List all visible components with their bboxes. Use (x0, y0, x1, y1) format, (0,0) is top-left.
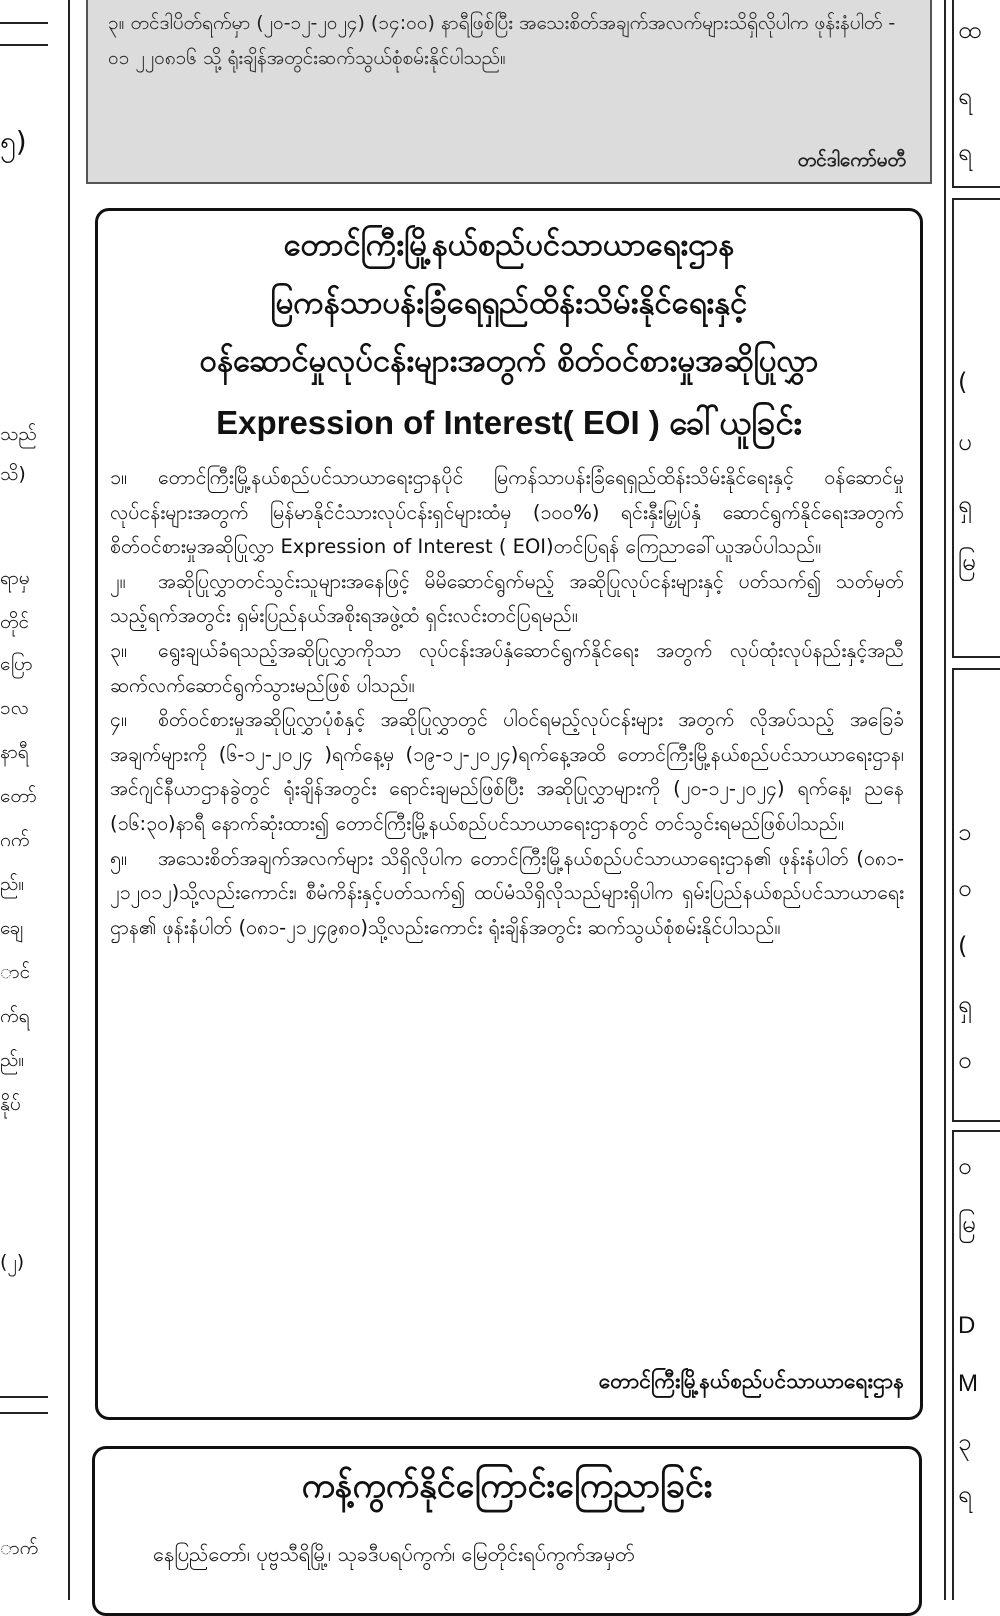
left-fragment: ချေ (0, 917, 24, 939)
paragraph-number: ၂။ (110, 569, 126, 593)
left-fragment: က်ရ (0, 1005, 30, 1027)
right-box-4 (952, 1130, 1000, 1600)
left-fragment: သည် (0, 423, 37, 445)
right-fragment: ထ (958, 16, 982, 44)
right-fragment: D (958, 1312, 976, 1339)
tender-committee-signature: တင်ဒါကော်မတီ (797, 149, 906, 171)
right-fragment: ရှ (958, 990, 972, 1018)
left-fragment: ပြော (0, 653, 33, 675)
right-fragment: ရ (958, 138, 972, 166)
right-fragment: M (958, 1370, 978, 1397)
tender-paragraph: ၃။ တင်ဒါပိတ်ရက်မှာ (၂၀-၁၂-၂၀၂၄) (၁၄:၀၀) နာရီဖြစ်ပြီး အသေးစိတ်အချက်အလက်များသိရှိလိုပါက ဖုန်းနံပါတ် - ၀၁ ၂၂၀၈၁၆ သို့ ရုံးချိန်အတွင်းဆက်သွယ်စုံစမ်းနိုင်ပါသည်။ (108, 12, 896, 69)
right-fragment: ဝ (958, 874, 972, 902)
right-fragment: ရ (958, 1480, 972, 1508)
right-fragment: ရ (958, 82, 972, 110)
right-fragment: ဝ (958, 1046, 972, 1074)
paragraph-number: ၃။ (110, 638, 127, 662)
column-rule-right (944, 0, 946, 1600)
notice-paragraph (110, 565, 904, 634)
right-fragment: ရှ (958, 490, 972, 518)
left-fragment: တော် (0, 785, 37, 807)
left-box-bottom (0, 1412, 48, 1600)
notice-paragraph (110, 842, 904, 946)
right-fragment: ပ (958, 428, 972, 456)
left-fragment: ၁လ (0, 697, 29, 719)
objection-notice (92, 1446, 922, 1616)
notice-paragraph (110, 634, 904, 703)
paragraph-text: တောင်ကြီးမြို့နယ်စည်ပင်သာယာရေးဌာနပိုင် မြကန်သာပန်းခြံရေရှည်ထိန်းသိမ်းနိုင်ရေးနှင့် ဝန်ဆောင်မှုလုပ်ငန်းများအတွက် မြန်မာနိုင်ငံသားလုပ်ငန်းရှင်များထံမှ (၁၀၀%) ရင်းနှီးမြှုပ်နှံ ဆောင်ရွက်နိုင်ရေးအတွက် စိတ်ဝင်စားမှုအဆိုပြုလွှာ Expression of Interest ( EOI)တင်ပြရန် ကြေညာခေါ်ယူအပ်ပါသည်။ (110, 466, 904, 559)
left-fragment: ဂက် (0, 829, 30, 851)
notice-title-line: ဝန်ဆောင်မှုလုပ်ငန်းများအတွက် စိတ်ဝင်စားမှုအဆိုပြုလွှာ (199, 343, 819, 379)
paragraph-number: ၅။ (110, 846, 127, 870)
right-fragment: ( (958, 368, 968, 396)
left-column-fragments (0, 0, 48, 1600)
right-fragment: ၁ (958, 818, 972, 846)
eoi-notice (95, 208, 923, 1420)
paragraph-number: ၁။ (110, 466, 127, 489)
notice-title-line: မြကန်သာပန်းခြံရေရှည်ထိန်းသိမ်းနိုင်ရေးနှင့် (270, 285, 748, 321)
paragraph-text: စိတ်ဝင်စားမှုအဆိုပြုလွှာပုံစံနှင့် အဆိုပြုလွှာတွင် ပါဝင်ရမည့်လုပ်ငန်းများ အတွက် လိုအပ်သည့် အခြေခံအချက်များကို (၆-၁၂-၂၀၂၄ )ရက်နေ့မှ (၁၉-၁၂-၂၀၂၄)ရက်နေ့အထိ တောင်ကြီးမြို့နယ်စည်ပင်သာယာရေးဌာန၊ အင်ဂျင်နီယာဌာနခွဲတွင် ရုံးချိန်အတွင်း ရောင်းချမည်ဖြစ်ပြီး အဆိုပြုလွှာများကို (၂၀-၁၂-၂၀၂၄) ရက်နေ့၊ ညနေ (၁၆:၃၀)နာရီ နောက်ဆုံးထား၍ တောင်ကြီးမြို့နယ်စည်ပင်သာယာရေးဌာနတွင် တင်သွင်းရမည်ဖြစ်ပါသည်။ (110, 708, 904, 835)
left-fragment: သိ) (0, 463, 26, 485)
right-column-fragments (950, 0, 1000, 1600)
left-box-top (0, 0, 48, 24)
objection-title: ကန့်ကွက်နိုင်ကြောင်းကြေညာခြင်း (301, 1466, 713, 1506)
objection-text: နေပြည်တော်၊ ပုဗ္ဗသီရိမြို့၊ သုခဒီပရပ်ကွက်၊ မြေတိုင်းရပ်ကွက်အမှတ် (153, 1542, 635, 1566)
right-fragment: ၃ (958, 1428, 972, 1456)
paragraph-text: ရွေးချယ်ခံရသည့်အဆိုပြုလွှာကိုသာ လုပ်ငန်းအပ်နှံဆောင်ရွက်နိုင်ရေး အတွက် လုပ်ထုံးလုပ်နည်းနှင့်အညီ ဆက်လက်ဆောင်ရွက်သွားမည်ဖြစ် ပါသည်။ (110, 638, 904, 697)
right-fragment: မြ (958, 1210, 976, 1238)
notice-title-line: တောင်ကြီးမြို့နယ်စည်ပင်သာယာရေးဌာန (283, 227, 735, 263)
left-fragment: တိုင် (0, 611, 30, 633)
department-signature: တောင်ကြီးမြို့နယ်စည်ပင်သာယာရေးဌာန (598, 1369, 904, 1393)
tender-notice-continuation (86, 0, 932, 184)
left-fragment: နာရီ (0, 741, 29, 763)
column-rule-left (68, 0, 70, 1600)
right-fragment: မြ (958, 548, 976, 576)
left-fragment: နိုပ် (0, 1093, 21, 1115)
notice-paragraph (110, 461, 904, 565)
right-fragment: ဝ (958, 1152, 972, 1180)
left-fragment: ာင် (0, 961, 31, 983)
left-fragment: ာက် (0, 1537, 39, 1559)
left-fragment: ည်။ (0, 1049, 25, 1071)
left-fragment: ရာမှ (0, 567, 30, 589)
left-fragment: (၂) (0, 1251, 25, 1273)
notice-body (110, 461, 904, 945)
notice-title-eoi: Expression of Interest( EOI ) ခေါ်ယူခြင်း (216, 404, 802, 441)
left-box-main (0, 44, 48, 1398)
left-fragment: ၅) (0, 125, 27, 158)
paragraph-number: ၄။ (110, 708, 127, 732)
right-fragment: ( (958, 932, 968, 960)
paragraph-text: အသေးစိတ်အချက်အလက်များ သိရှိလိုပါက တောင်ကြီးမြို့နယ်စည်ပင်သာယာရေးဌာန၏ ဖုန်းနံပါတ် (၀၈၁- ၂၁၂၀၁၂)သို့လည်းကောင်း၊ စီမံကိန်းနှင့်ပတ်သက်၍ ထပ်မံသိရှိလိုသည်များရှိပါက ရှမ်းပြည်နယ်စည်ပင်သာယာရေးဌာန၏ ဖုန်းနံပါတ် (၀၈၁-၂၁၂၄၉၈၀)သို့လည်းကောင်း ရုံးချိန်အတွင်း ဆက်သွယ်စုံစမ်းနိုင်ပါသည်။ (110, 846, 904, 939)
paragraph-text: အဆိုပြုလွှာတင်သွင်းသူများအနေဖြင့် မိမိဆောင်ရွက်မည့် အဆိုပြုလုပ်ငန်းများနှင့် ပတ်သက်၍ သတ်မှတ်သည့်ရက်အတွင်း ရှမ်းပြည်နယ်အစိုးရအဖွဲ့ထံ ရှင်းလင်းတင်ပြရမည်။ (110, 569, 904, 628)
left-fragment: ည်။ (0, 873, 25, 895)
notice-paragraph (110, 703, 904, 841)
